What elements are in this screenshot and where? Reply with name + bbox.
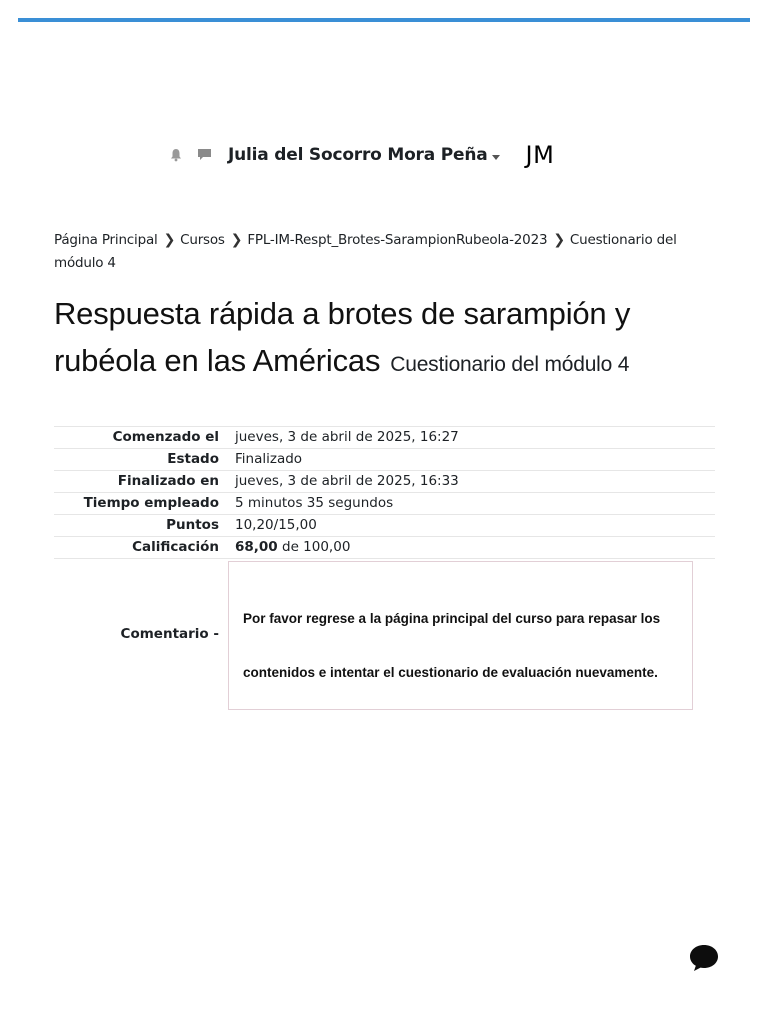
summary-value: Finalizado [235,451,303,467]
summary-value: jueves, 3 de abril de 2025, 16:27 [235,429,459,445]
summary-row [54,427,715,449]
avatar[interactable]: JM [525,141,555,169]
grade-cell [227,537,715,559]
summary-row [54,471,715,493]
feedback-label: Comentario - [120,625,219,642]
summary-label: Comenzado el [112,429,219,445]
summary-label: Puntos [166,517,219,533]
grade-label: Calificación [132,539,219,555]
breadcrumb-quiz[interactable]: Cuestionario del módulo 4 [54,232,677,271]
summary-row [54,493,715,515]
breadcrumb-course[interactable]: FPL-IM-Respt_Brotes-SarampionRubeola-2023 [247,232,548,248]
quiz-summary-table [54,426,715,711]
page-subtitle: Cuestionario del módulo 4 [390,353,630,376]
summary-label: Finalizado en [117,473,219,489]
grade-value: 68,00 [235,539,278,555]
summary-value: 5 minutos 35 segundos [235,495,394,511]
summary-value: 10,20/15,00 [235,517,317,533]
grade-suffix: de 100,00 [282,539,351,555]
chevron-right-icon: ❯ [163,232,176,248]
summary-row [54,449,715,471]
breadcrumb-home[interactable]: Página Principal [54,232,158,248]
page-title [54,290,734,388]
top-accent-bar [18,18,750,22]
summary-value: jueves, 3 de abril de 2025, 16:33 [235,473,459,489]
feedback-row [54,559,715,711]
user-menu-area [168,138,554,172]
summary-label: Tiempo empleado [83,495,219,511]
chat-bubble-icon[interactable] [688,942,720,974]
breadcrumb [54,229,718,275]
bell-icon[interactable] [168,147,184,163]
feedback-cell [227,559,715,711]
message-icon[interactable] [196,147,212,163]
chevron-right-icon: ❯ [230,232,243,248]
chevron-right-icon: ❯ [553,232,565,248]
breadcrumb-courses[interactable]: Cursos [180,232,225,248]
user-name[interactable]: Julia del Socorro Mora Peña [228,145,488,165]
feedback-text: Por favor regrese a la página principal del curso para repasar los contenidos e intentar el cuestionario de evaluación nuevamente. [228,561,693,710]
chevron-down-icon[interactable] [492,155,500,160]
course-title: Respuesta rápida a brotes de sarampión y rubéola en las Américas [54,296,631,378]
grade-row [54,537,715,559]
summary-label: Estado [167,451,219,467]
summary-row [54,515,715,537]
